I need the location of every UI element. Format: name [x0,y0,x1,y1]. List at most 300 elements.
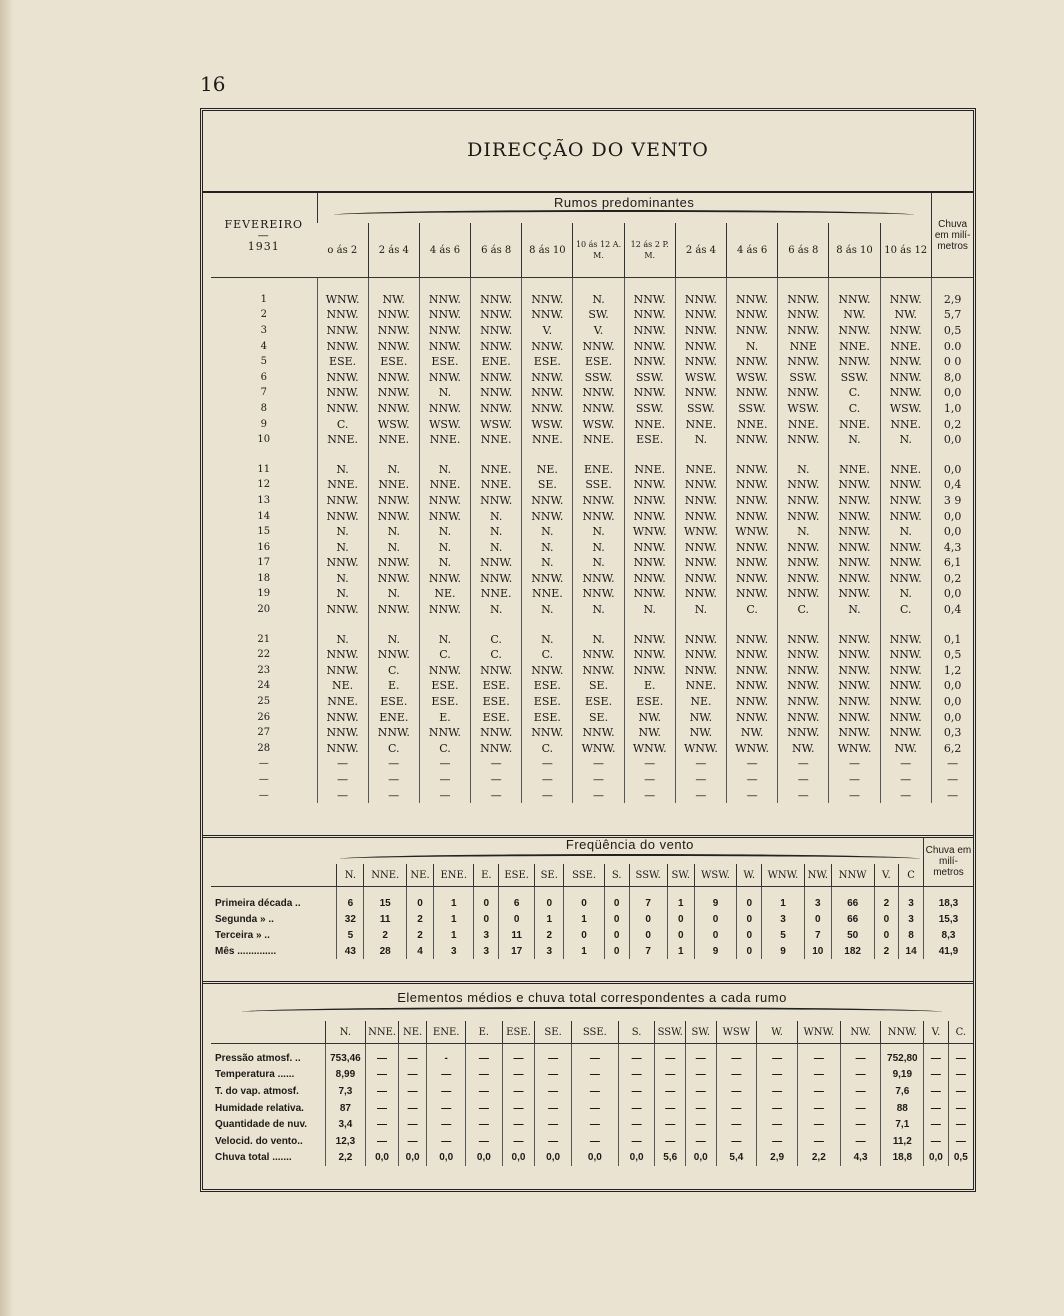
value-cell: 7 [629,895,667,911]
direction-cell: NNW. [317,647,368,663]
direction-column-header: V. [924,1021,948,1044]
value-cell: 2 [535,927,564,943]
value-cell: 1 [762,895,805,911]
spacer-cell [874,887,899,896]
direction-cell: NNW. [880,632,931,648]
rain-cell: 0.0 [931,339,973,355]
direction-cell: N. [522,632,573,648]
month-label: FEVEREIRO [224,217,304,231]
direction-cell: NNW. [727,478,778,494]
spacer-cell [407,887,434,896]
direction-cell: NNW. [675,556,726,572]
direction-cell: NNW. [522,663,573,679]
value-cell: — [924,1083,948,1100]
direction-cell: NNE. [829,417,880,433]
direction-column-header: NNE. [366,1021,399,1044]
direction-cell: ESE. [522,694,573,710]
direction-cell: N. [368,632,419,648]
spacer-cell [694,887,737,896]
value-cell: 0,0 [502,1150,535,1167]
rain-cell: 0,2 [931,571,973,587]
direction-cell: ESE. [368,354,419,370]
row-label: Chuva total ....... [215,1152,292,1164]
table-row [211,323,973,339]
direction-cell: NNE. [471,462,522,478]
spacer-cell [675,278,726,293]
direction-cell: WNW. [829,741,880,757]
direction-cell: C. [778,602,829,618]
value-cell: — [840,1116,881,1133]
direction-cell: NNW. [778,308,829,324]
value-cell: 1 [434,927,474,943]
direction-cell: NNW. [675,663,726,679]
table-row [211,1067,973,1084]
value-cell: 182 [831,943,874,959]
value-cell: — [427,1067,466,1084]
value-cell: — [924,1067,948,1084]
direction-cell: N. [829,432,880,448]
direction-cell: NNW. [829,710,880,726]
value-cell: 0 [407,895,434,911]
direction-cell: NNW. [778,493,829,509]
direction-cell: NNE. [880,417,931,433]
value-cell: — [924,1133,948,1150]
table-row [211,1133,973,1150]
value-cell: — [502,1133,535,1150]
value-cell: 66 [831,911,874,927]
table-row [211,308,973,324]
value-cell: 0,0 [466,1150,503,1167]
direction-cell: NNW. [471,308,522,324]
direction-cell: N. [419,462,470,478]
direction-cell: N. [317,632,368,648]
value-cell: — [398,1083,427,1100]
direction-cell: NNW. [317,386,368,402]
label-header [211,864,337,887]
row-label: Temperatura ...... [215,1069,295,1081]
direction-cell: NE. [419,587,470,603]
day-cell: 18 [257,572,271,584]
table-row [211,1116,973,1133]
direction-column-header: E. [474,864,499,887]
direction-cell: NNW. [829,493,880,509]
direction-cell: NE. [522,462,573,478]
direction-cell: NNW. [829,647,880,663]
direction-cell: NNW. [727,509,778,525]
direction-cell: NNE. [727,417,778,433]
direction-cell: NNE. [573,432,624,448]
spacer-cell [317,618,368,632]
table-row [211,1083,973,1100]
direction-cell: — [727,788,778,804]
elements-title [211,985,973,1021]
direction-cell: ESE. [522,710,573,726]
value-cell: 1 [564,943,604,959]
direction-cell: N. [624,602,675,618]
direction-column-header: SSW. [655,1021,686,1044]
day-cell: 16 [257,541,271,553]
direction-cell: NNW. [727,462,778,478]
direction-cell: — [471,772,522,788]
day-cell: — [258,789,269,801]
direction-cell: NNW. [624,354,675,370]
rain-cell: 41,9 [923,943,973,959]
value-cell: 7,1 [881,1116,924,1133]
value-cell: — [571,1050,618,1067]
direction-cell: NNW. [368,509,419,525]
table-row [211,647,973,663]
value-cell: — [716,1116,757,1133]
direction-cell: NNW. [624,323,675,339]
direction-cell: NNW. [471,663,522,679]
direction-cell: N. [778,462,829,478]
value-cell: — [366,1100,399,1117]
direction-cell: NNW. [419,323,470,339]
direction-cell: NNW. [675,647,726,663]
table-row [211,632,973,648]
direction-cell: NNW. [471,339,522,355]
direction-cell: NNW. [880,647,931,663]
direction-column-header: ENE. [434,864,474,887]
spacer-cell [675,448,726,462]
direction-cell: — [573,788,624,804]
value-cell: 87 [325,1100,366,1117]
value-cell: — [757,1050,798,1067]
direction-cell: NNW. [317,509,368,525]
day-cell: 5 [260,356,267,368]
direction-cell: C. [727,602,778,618]
direction-column-header: SW. [667,864,694,887]
frequency-title-text: Freqüência do vento [565,837,694,852]
direction-cell: NNW. [573,509,624,525]
direction-cell: N. [573,524,624,540]
rain-header [931,193,973,278]
direction-cell: NNW. [419,509,470,525]
direction-cell: E. [368,679,419,695]
direction-cell: — [880,757,931,773]
day-cell: 9 [260,418,267,430]
direction-cell: NNW. [471,386,522,402]
direction-cell: NNW. [368,556,419,572]
direction-cell: NNW. [880,710,931,726]
direction-cell: NNW. [778,632,829,648]
direction-cell: WNW. [727,524,778,540]
value-cell: — [840,1083,881,1100]
spacer-cell [211,887,337,896]
direction-cell: C. [829,401,880,417]
spacer-cell [211,618,317,632]
table-row [211,370,973,386]
rain-cell: 0,4 [931,478,973,494]
value-cell: — [618,1100,655,1117]
section-divider [203,981,973,984]
table-row [211,1050,973,1067]
value-cell: — [757,1116,798,1133]
direction-cell: N. [368,462,419,478]
direction-cell: NNW. [624,509,675,525]
rain-cell: 0,0 [931,432,973,448]
value-cell: 0,0 [685,1150,716,1167]
value-cell: 0 [564,895,604,911]
direction-cell: NNE. [675,679,726,695]
value-cell: 11 [499,927,535,943]
value-cell: 32 [337,911,364,927]
value-cell: 7 [804,927,831,943]
value-cell: — [535,1067,572,1084]
direction-cell: NNE. [624,462,675,478]
table-row [211,788,973,804]
direction-column-header: WSW [716,1021,757,1044]
direction-cell: SSW. [624,370,675,386]
value-cell: 0 [737,927,762,943]
direction-cell: NNW. [522,308,573,324]
direction-cell: N. [368,540,419,556]
direction-cell: WNW. [624,524,675,540]
value-cell: — [655,1067,686,1084]
spacer-cell [419,448,470,462]
direction-cell: C. [471,647,522,663]
value-cell: 0 [535,895,564,911]
time-column-header: 6 ás 8 [778,223,829,278]
direction-cell: NNW. [778,386,829,402]
direction-cell: ENE. [368,710,419,726]
direction-cell: NNW. [624,571,675,587]
value-cell: — [571,1083,618,1100]
value-cell: 753,46 [325,1050,366,1067]
direction-cell: NNW. [778,710,829,726]
value-cell: 0,0 [366,1150,399,1167]
table-row [211,895,973,911]
direction-column-header: WSW. [694,864,737,887]
value-cell: 6 [499,895,535,911]
direction-cell: NNW. [317,323,368,339]
page-edge [0,0,14,1316]
direction-cell: NNW. [778,694,829,710]
day-cell: 23 [257,664,271,676]
direction-cell: SSW. [624,401,675,417]
direction-cell: WSW. [573,417,624,433]
value-cell: 0,5 [948,1150,973,1167]
value-cell: 8 [899,927,924,943]
table-row [211,911,973,927]
value-cell: 14 [899,943,924,959]
direction-cell: NNW. [624,308,675,324]
direction-cell: NNW. [727,292,778,308]
rain-cell: 1,0 [931,401,973,417]
value-cell: — [757,1083,798,1100]
direction-cell: — [368,757,419,773]
direction-cell: NNW. [880,354,931,370]
direction-column-header: WNW. [797,1021,840,1044]
direction-cell: NNW. [368,339,419,355]
spacer-cell [499,887,535,896]
value-cell: — [840,1133,881,1150]
value-cell: — [366,1116,399,1133]
spacer-cell [831,887,874,896]
direction-cell: C. [829,386,880,402]
direction-cell: ESE. [624,694,675,710]
value-cell: — [948,1116,973,1133]
direction-cell: WNW. [727,741,778,757]
direction-cell: NNW. [727,323,778,339]
direction-cell: — [573,757,624,773]
direction-cell: NNW. [880,478,931,494]
value-cell: — [466,1133,503,1150]
direction-cell: WSW. [778,401,829,417]
direction-cell: NNE. [419,432,470,448]
day-cell: 7 [260,387,267,399]
direction-cell: NNW. [317,493,368,509]
value-cell: — [466,1100,503,1117]
value-cell: — [797,1100,840,1117]
value-cell: 28 [364,943,407,959]
value-cell: — [535,1133,572,1150]
direction-cell: NNW. [778,663,829,679]
direction-cell: — [727,772,778,788]
rain-cell: 4,3 [931,540,973,556]
rain-cell: — [931,772,973,788]
direction-cell: NNW. [419,339,470,355]
direction-cell: NW. [675,725,726,741]
spacer-cell [675,618,726,632]
time-column-header: 8 ás 10 [522,223,573,278]
spacer-cell [564,887,604,896]
table-row [211,663,973,679]
value-cell: — [366,1083,399,1100]
direction-cell: NNE. [317,432,368,448]
rain-cell: 0,0 [931,587,973,603]
value-cell: — [398,1050,427,1067]
spacer-cell [624,618,675,632]
direction-cell: ESE. [522,679,573,695]
direction-cell: ESE. [419,679,470,695]
direction-cell: NNW. [829,524,880,540]
spacer-cell [522,618,573,632]
direction-column-header: S. [604,864,629,887]
direction-cell: NNW. [675,354,726,370]
direction-cell: NNW. [727,694,778,710]
table-row [211,725,973,741]
value-cell: — [716,1083,757,1100]
day-cell: 25 [257,696,271,708]
direction-cell: ESE. [471,679,522,695]
direction-cell: NNW. [624,493,675,509]
direction-cell: — [880,772,931,788]
spacer-cell [931,448,973,462]
direction-cell: NNW. [829,509,880,525]
direction-column-header: NNE. [364,864,407,887]
direction-cell: N. [880,432,931,448]
value-cell: — [398,1116,427,1133]
direction-cell: SE. [573,710,624,726]
row-label: Terceira » .. [215,929,270,941]
direction-cell: NNE. [317,478,368,494]
direction-cell: — [471,788,522,804]
direction-cell: NNW. [624,386,675,402]
direction-cell: NNW. [368,493,419,509]
direction-cell: NNW. [368,647,419,663]
time-column-header: 8 ás 10 [829,223,880,278]
day-cell: 24 [257,680,271,692]
direction-cell: SSW. [829,370,880,386]
direction-cell: NNW. [624,632,675,648]
value-cell: — [466,1083,503,1100]
value-cell: 15 [364,895,407,911]
elements-title-text: Elementos médios e chuva total correspondentes a cada rumo [397,989,787,1005]
direction-column-header: N. [325,1021,366,1044]
day-cell: 2 [260,309,267,321]
direction-cell: NW. [624,725,675,741]
table-row [211,339,973,355]
spacer-cell [829,278,880,293]
direction-cell: — [522,772,573,788]
direction-cell: NNW. [778,323,829,339]
value-cell: 6 [337,895,364,911]
value-cell: 0 [804,911,831,927]
value-cell: — [840,1050,881,1067]
year-dash: — [257,228,270,242]
spacer-cell [778,278,829,293]
value-cell: 66 [831,895,874,911]
day-cell: 17 [257,557,271,569]
direction-cell: N. [419,556,470,572]
direction-cell: NNW. [675,571,726,587]
rain-cell: 0,3 [931,725,973,741]
direction-cell: NNW. [419,308,470,324]
value-cell: — [398,1067,427,1084]
value-cell: 2 [364,927,407,943]
elements-table [211,985,973,1166]
value-cell: 11 [364,911,407,927]
direction-column-header: SSE. [571,1021,618,1044]
spacer-cell [368,278,419,293]
value-cell: 0 [604,943,629,959]
direction-cell: — [880,788,931,804]
value-cell: 10 [804,943,831,959]
direction-cell: NNW. [573,587,624,603]
value-cell: — [924,1100,948,1117]
rain-cell: 0,5 [931,647,973,663]
direction-cell: NNW. [829,694,880,710]
rain-label: Chuva em milí- metros [925,845,972,878]
rain-cell: 8,3 [923,927,973,943]
direction-cell: NNW. [419,602,470,618]
direction-cell: NNW. [573,725,624,741]
direction-cell: NNW. [522,493,573,509]
direction-cell: C. [317,417,368,433]
value-cell: 0 [737,895,762,911]
direction-column-header: C [899,864,924,887]
direction-cell: NNW. [778,725,829,741]
value-cell: — [924,1116,948,1133]
page-number: 16 [200,72,226,96]
value-cell: — [948,1100,973,1117]
direction-cell: NNW. [624,556,675,572]
table-row [211,602,973,618]
value-cell: 0,0 [924,1150,948,1167]
value-cell: 1 [535,911,564,927]
value-cell: 9 [762,943,805,959]
value-cell: — [685,1083,716,1100]
direction-cell: NNW. [778,556,829,572]
spacer-cell [573,618,624,632]
direction-column-header: SW. [685,1021,716,1044]
value-cell: — [427,1083,466,1100]
direction-cell: NNW. [675,292,726,308]
direction-cell: ESE. [573,354,624,370]
direction-cell: N. [419,632,470,648]
direction-cell: NNW. [880,540,931,556]
